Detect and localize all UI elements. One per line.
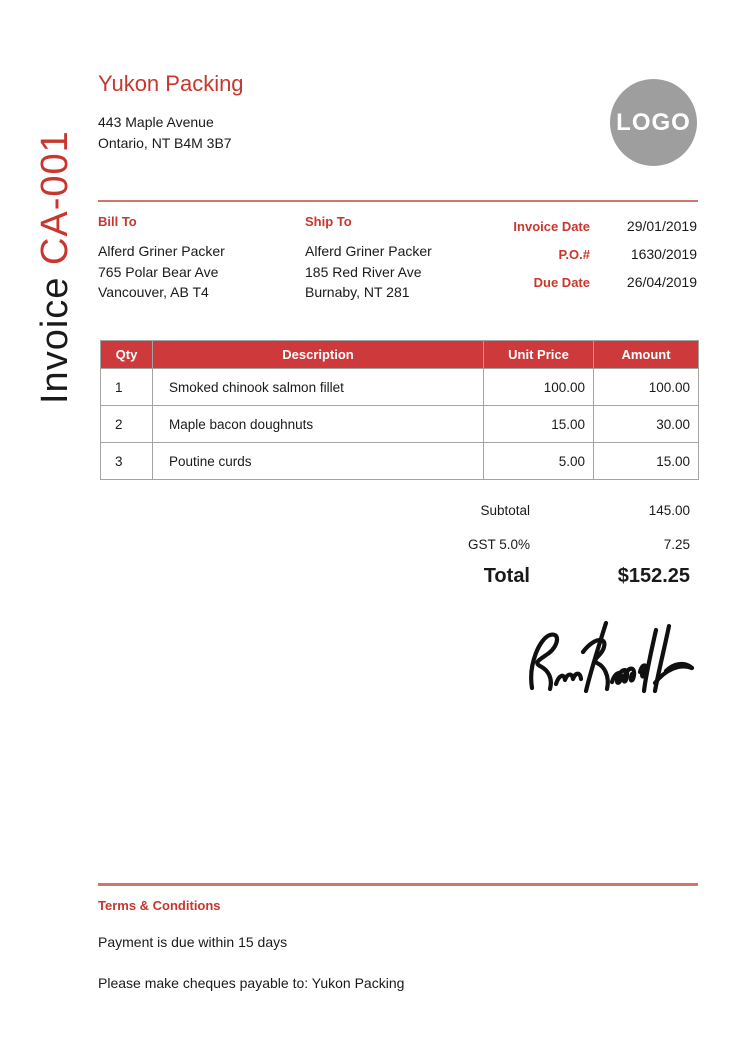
- item-qty: 3: [101, 443, 153, 480]
- bill-to-street: 765 Polar Bear Ave: [98, 263, 219, 280]
- total-value: $152.25: [617, 565, 690, 587]
- company-name: Yukon Packing: [98, 71, 244, 96]
- item-unit-price: 15.00: [484, 406, 594, 443]
- po-number-value: 1630/2019: [630, 246, 697, 262]
- company-address-line1: 443 Maple Avenue: [98, 114, 214, 130]
- table-header-row: [101, 341, 699, 369]
- signature-scribble: [518, 612, 700, 707]
- ship-to-city: Burnaby, NT 281: [305, 284, 410, 300]
- terms-line: Payment is due within 15 days: [98, 934, 288, 950]
- po-number-label: P.O.#: [558, 246, 590, 262]
- terms-heading: Terms & Conditions: [98, 898, 221, 913]
- ship-to-address: [305, 241, 432, 303]
- invoice-date-row: [430, 212, 697, 240]
- footer-divider: [98, 883, 698, 886]
- table-row: [101, 406, 699, 443]
- ship-to-street: 185 Red River Ave: [305, 263, 422, 280]
- terms-line: Please make cheques payable to: Yukon Packing: [98, 975, 405, 991]
- subtotal-value: 145.00: [648, 503, 690, 518]
- bill-to-address: [98, 241, 225, 303]
- amount-header: Amount: [594, 341, 699, 369]
- ship-to-section: [305, 214, 432, 303]
- company-address: [98, 112, 232, 154]
- table-row: [101, 443, 699, 480]
- bill-to-name: Alferd Griner Packer: [98, 243, 225, 259]
- company-address-line2: Ontario, NT B4M 3B7: [98, 135, 232, 151]
- subtotal-label: Subtotal: [480, 503, 530, 518]
- ship-to-label: Ship To: [305, 214, 352, 229]
- table-row: [101, 369, 699, 406]
- invoice-date-value: 29/01/2019: [626, 218, 697, 234]
- vertical-invoice-title: [34, 116, 77, 404]
- tax-value: 7.25: [663, 537, 690, 552]
- total-row: [400, 565, 690, 588]
- description-header: Description: [153, 341, 484, 369]
- item-description: Maple bacon doughnuts: [153, 406, 484, 443]
- line-items-table: [100, 340, 699, 480]
- item-unit-price: 100.00: [484, 369, 594, 406]
- item-unit-price: 5.00: [484, 443, 594, 480]
- item-amount: 30.00: [594, 406, 699, 443]
- item-description: Smoked chinook salmon fillet: [153, 369, 484, 406]
- due-date-row: [430, 268, 697, 296]
- due-date-value: 26/04/2019: [626, 274, 697, 290]
- bill-to-city: Vancouver, AB T4: [98, 284, 209, 300]
- invoice-date-label: Invoice Date: [513, 218, 590, 234]
- ship-to-name: Alferd Griner Packer: [305, 243, 432, 259]
- unit-price-header: Unit Price: [484, 341, 594, 369]
- vertical-title-number: CA-001: [34, 130, 76, 266]
- bill-to-section: [98, 214, 225, 303]
- item-description: Poutine curds: [153, 443, 484, 480]
- subtotal-row: [400, 503, 690, 518]
- item-amount: 15.00: [594, 443, 699, 480]
- total-label: Total: [483, 565, 530, 587]
- logo-text: LOGO: [616, 108, 691, 136]
- item-amount: 100.00: [594, 369, 699, 406]
- logo-badge: [610, 79, 697, 166]
- bill-to-label: Bill To: [98, 214, 137, 229]
- qty-header: Qty: [101, 341, 153, 369]
- tax-row: [400, 537, 690, 552]
- due-date-label: Due Date: [533, 274, 590, 290]
- item-qty: 1: [101, 369, 153, 406]
- header-divider: [98, 200, 698, 202]
- invoice-meta: [430, 212, 697, 296]
- po-number-row: [430, 240, 697, 268]
- vertical-title-word: Invoice: [34, 265, 76, 404]
- item-qty: 2: [101, 406, 153, 443]
- tax-label: GST 5.0%: [467, 537, 530, 552]
